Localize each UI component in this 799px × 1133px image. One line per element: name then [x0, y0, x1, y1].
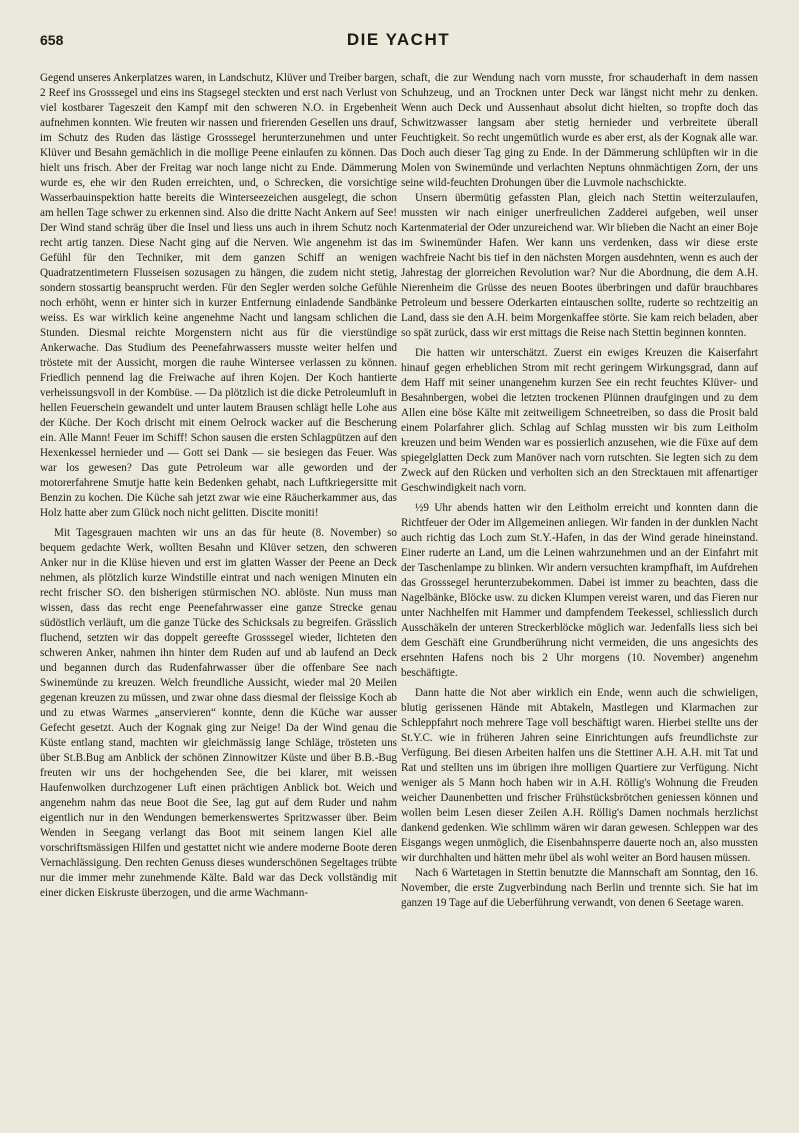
paragraph: Dann hatte die Not aber wirklich ein Ende, wenn auch die schwieligen, blutig gerissenen Hände mit Abtakeln, Mastlegen und Klarmachen zur Schleppfahrt noch mehrere Tage voll beschäftigt waren. Hierbei stellte uns der St.Y.C. wie in früheren Jahren seine Einrichtungen aufs freundlichste zur Verfügung. Bei diesen Arbeiten halfen uns die Stettiner A.H. A.H. mit Tat und Rat und stellten uns im übrigen ihre molligen Quartiere zur Verfügung. Nicht weniger als 5 Mann hoch haben wir in A.H. Röllig's Wohnung die Freuden weicher Daunenbetten und frischer Frühstücksbrötchen geniessen können und wollen beim Lesen dieser Zeilen A.H. Röllig's Damen nochmals herzlichst dankend gedenken. Wie schlimm wären wir daran gewesen. Schleppen war des Eisgangs wegen unmöglich, die Eisenbahnsperre dauerte noch an, also mussten wir durchhalten und hätten mehr übel als wohl weiter an Bord hausen müssen. — [401, 687, 758, 864]
left-column — [40, 71, 397, 901]
paragraph: Unsern übermütig gefassten Plan, gleich nach Stettin weiterzulaufen, mussten wir nach einiger unerfreulichen Zadderei aufgeben, weil unser Kartenmaterial der Oder unzureichend war. Wir blieben die Nacht an einer Boje im Swinemünder Hafen. Wer kann uns verdenken, dass wir diese erste wachfreie Nacht bis tief in den nächsten Morgen ausdehnten, wenn es auch der Jahrestag der glorreichen Revolution war? Nur die Abordnung, die dem A.H. Nierenheim die Grüsse des neuen Bootes überbringen und dafür brauchbares Petroleum und bessere Oderkarten eintauschen sollte, ruderte so rechtzeitig an Land, dass sie den A.H. beim Morgenkaffee störte. Sie kam reich beladen, aber so spät zurück, dass wir erst mittags die Reise nach Stettin beginnen konnten. — [401, 192, 758, 339]
right-column — [401, 71, 758, 911]
paragraph: schaft, die zur Wendung nach vorn musste, fror schauderhaft in dem nassen Schuhzeug, und an Trocknen unter Deck war längst nicht mehr zu denken. Wenn auch Deck und Aussenhaut absolut dicht hielten, so tropfte doch das Schwitzwasser langsam aber stetig hernieder und verbreitete überall Feuchtigkeit. So recht ungemütlich wurde es aber erst, als der Kognak alle war. Doch auch dieser Tag ging zu Ende. In der Dämmerung schlüpften wir in die Molen von Swinemünde und verlachten Neptuns ohnmächtigen Zorn, der uns seine wild-feuchten Drohungen über die Luvmole nachschickte. — [401, 72, 758, 189]
journal-title: DIE YACHT — [346, 30, 451, 49]
paragraph: Gegend unseres Ankerplatzes waren, in Landschutz, Klüver und Treiber bargen, 2 Reef ins Grosssegel und eins ins Stagsegel steckten und erst nach Verlust von viel kostbarer Tageszeit den Kampf mit den schweren N.O. in Ergebenheit aufnehmen konnten. Wie freuten wir nassen und frierenden Gesellen uns drauf, im Schutz des Ruden das lästige Grosssegel herunterzunehmen und unter Klüver und Besahn gemächlich in die mollige Peene einlaufen zu können. Das hielt uns frisch. Aber der Freitag war noch lange nicht zu Ende. Dämmerung wurde es, ehe wir den Ruden erreichten, und, o Schrecken, die vorsichtige Wasserbauinspektion hatte bereits die Winterseezeichen ausgelegt, die schon am hellen Tage schwer zu erkennen sind. Also die dritte Nacht Ankern auf See! Der Wind stand schräg über die Insel und liess uns auch in ihrem Schutz noch recht artig tanzen. Diese Nacht ging auf die Nerven. Wie angenehm ist das Gefühl für den Techniker, mit dem ganzen Schiff an wenigen Quadratzentimetern Flusseisen sozusagen zu hängen, die zudem nicht stetig, sondern stossartig beansprucht werden. Für den Segler werden solche Gefühle noch erhöht, wenn er hinter sich in kurzer Entfernung einladende Sandbänke weiss. Es war wirklich keine angenehme Nacht und langsam schlichen die Stunden. Diesmal reichte Morgenstern nicht aus für die vierstündige Ankerwache. Das Studium des Peenefahrwassers musste weiter helfen und tröstete mit der Aussicht, morgen die rauhe Wintersee verlassen zu können. Friedlich pennend lag die Freiwache auf ihren Kojen. Der Koch hantierte verheissungsvoll in der Kombüse. — Da plötzlich ist die dicke Petroleumluft in hellen Feuerschein gewandelt und unter lautem Brausen schlägt helle Lohe aus der Küche. Der Koch drischt mit einem Oelrock wacker auf die Bescherung ein. Alle Mann! Feuer im Schiff! Schon sausen die ersten Schlagpützen auf den Hexenkessel hernieder und — Gott sei Dank — sie besiegen das Feuer. Was war los gewesen? Das gute Petroleum war alle geworden und der motorerfahrene Smutje hatte kein Bedenken gehabt, nach Luftkriegersitte mit Benzin zu kochen. Die Küche sah jetzt zwar wie eine Räucherkammer aus, das Holz hatte aber zum Glück noch nicht gelitten. Discite moniti! — [40, 72, 397, 519]
page-number: 658 — [40, 32, 64, 48]
paragraph: Mit Tagesgrauen machten wir uns an das für heute (8. November) so bequem gedachte Werk, wollten Besahn und Klüver setzen, den schweren Anker nur in die Klüse hieven und erst im glatten Wasser der Peene an Deck nehmen, als plötzlich kurze Windstille eintrat und nach wenigen Minuten ein recht frischer SO. den bisherigen stürmischen NO. ablöste. Nun muss man wissen, dass das recht enge Peenefahrwasser eine ganze Strecke genau südöstlich verläuft, um die ganze Tücke des Schicksals zu begreifen. Grässlich fluchend, setzten wir das doppelt gereefte Grosssegel wieder, lichteten den schweren Anker, nahmen ihn hinter dem Ruden auf und ab laufend an Deck und begannen durch das Rudenfahrwasser über die offenbare See nach Swinemünde zu kreuzen. Welch freundliche Aussicht, wieder mal 20 Meilen gegenan kreuzen zu müssen, und zwar ohne dass diesmal der fleissige Koch ab und zu etwas Warmes „anservieren“ konnte, denn die Küche war ausser Gefecht gesetzt. Auch der Kognak ging zur Neige! Da der Wind genau die Küste entlang stand, machten wir gleichmässig lange Schläge, trösteten uns über St.B.Bug am Anblick der schönen Zinnowitzer Küste und über B.B.-Bug freuten wir uns der hochgehenden See, die bei klarer, mit weissen Haufenwolken durchzogener Luft einen prächtigen Anblick bot. Weich und angenehm nahm das neue Boot die See, lag gut auf dem Ruder und nahm eigentlich nur in den Wendungen bemerkenswertes Spritzwasser über. Beim Wenden in Seegang verlangt das Boot mit seinem langen Kiel alle vorschriftsmässigen Hilfen und gestattet nicht wie andere moderne Boote deren Vernachlässigung. Den rechten Genuss dieses wunderschönen Segeltages trübte nur die immer mehr zunehmende Kälte. Bald war das Deck vollständig mit einer dicken Eiskruste überzogen, und die arme Wachmann- — [40, 527, 397, 899]
paragraph: Die hatten wir unterschätzt. Zuerst ein ewiges Kreuzen die Kaiserfahrt hinauf gegen erheblichen Strom mit recht geringem Wirkungsgrad, dann auf dem Haff mit seiner unangenehm kurzen See ein recht feuchtes Klüver- und Besahnbergen, wobei die letzten trockenen Plünnen draufgingen und zu dem Allen eine böse Kälte mit zeitweiligem Schneetreiben, so dass die Prosit bald einem Polarfahrer glich. Schlag auf Schlag mussten wir bis zum Leitholm kreuzen und beim Wenden war es possierlich anzusehen, wie die Füxe auf dem spiegelglatten Deck zum Manöver nach vorn rutschten. Sie legten sich zu dem Zweck auf den Rücken und verholten sich an den Strecktauen mit affenartiger Geschwindigkeit nach vorn. — [401, 347, 758, 494]
paragraph: ½9 Uhr abends hatten wir den Leitholm erreicht und konnten dann die Richtfeuer der Oder im Allgemeinen anliegen. Wir fanden in der dunklen Nacht auch richtig das Loch zum St.Y.-Hafen, in das der Wind gerade hineinstand. Einer ruderte an Land, um die Leinen wahrzunehmen und an der Einfahrt mit der Taschenlampe zu blinken. Wir andern versuchten krampfhaft, im Aufdrehen das Grosssegel herunterzubekommen. Dabei ist immer zu beachten, dass die Nagelbänke, Blöcke usw. zu dicken Klumpen vereist waren, und das Fieren nur unter Nachhelfen mit Hammer und dampfendem Teekessel, schliesslich durch Ausschäkeln der unteren Streckerblöcke möglich war. Jedenfalls liess sich bei dem Geschäft eine Grundberührung nicht vermeiden, die uns angesichts des ersehnten Hafens noch bis 2 Uhr morgens (10. November) angenehm beschäftigte. — [401, 502, 758, 679]
paragraph: Nach 6 Wartetagen in Stettin benutzte die Mannschaft am Sonntag, den 16. November, die erste Zugverbindung nach Berlin und trennte sich. Sie hat im ganzen 19 Tage auf die Ueberführung verwandt, von denen 6 Seetage waren. — [401, 867, 758, 909]
page-header — [40, 30, 757, 52]
